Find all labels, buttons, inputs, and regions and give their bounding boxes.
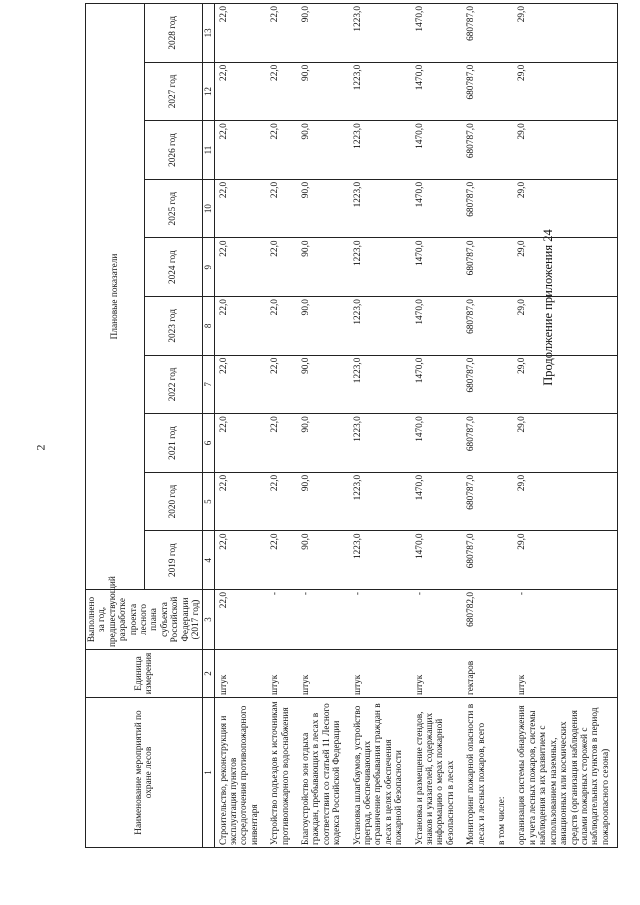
row-name: Мониторинг пожарной опасности в лесах и лесных пожаров, всего [462,698,493,848]
column-index: 12 [203,62,214,121]
row-planned-value: 22,0 [266,472,297,531]
row-planned-value: 29,0 [513,62,617,121]
row-planned-value [493,4,513,63]
header-year: 2026 год [144,121,203,180]
row-planned-value: 1223,0 [349,531,411,590]
header-name: Наименование мероприятий по охране лесов [86,698,203,848]
column-index: 2 [203,650,214,698]
row-unit: штук [513,650,617,698]
row-unit: штук [349,650,411,698]
row-planned-value: 22,0 [266,531,297,590]
row-name: Установка и размещение стендов, знаков и указателей, содержащих информацию о мерах пожарной безопасности в лесах [411,698,463,848]
row-planned-value: 1470,0 [411,355,463,414]
row-planned-value: 22,0 [214,62,266,121]
table-body [214,4,618,848]
header-index-row [203,4,214,848]
row-planned-value: 680787,0 [462,121,493,180]
row-planned-value: 22,0 [266,4,297,63]
row-name: организация системы обнаружения и учета лесных пожаров, системы наблюдения за их развитием с использованием наземных, авиационных или космических средств (организация наблюдения силами пожарных сторожей с наблюдательных пунктов в период пожароопасного сезона) [513,698,617,848]
row-planned-value: 29,0 [513,179,617,238]
row-done-value: - [513,590,617,650]
header-unit: Единица измерения [86,650,203,698]
header-year: 2020 год [144,472,203,531]
row-planned-value: 1223,0 [349,62,411,121]
row-planned-value [493,297,513,356]
page-number: 2 [33,444,48,451]
header-done: Выполнено за год, предшествующий разработке проекта лесного плана субъекта Российской Федерации (2017 год) [86,590,203,650]
row-planned-value: 22,0 [214,179,266,238]
row-planned-value: 1470,0 [411,297,463,356]
row-planned-value: 1470,0 [411,531,463,590]
row-planned-value: 1470,0 [411,62,463,121]
table-row [493,4,513,848]
row-planned-value: 22,0 [214,531,266,590]
row-planned-value: 22,0 [266,62,297,121]
row-planned-value: 90,0 [297,4,349,63]
row-planned-value [493,238,513,297]
row-planned-value: 680787,0 [462,62,493,121]
row-planned-value: 22,0 [214,4,266,63]
row-planned-value [493,179,513,238]
column-index: 13 [203,4,214,63]
row-planned-value: 1223,0 [349,414,411,473]
row-planned-value: 22,0 [214,414,266,473]
row-planned-value: 1223,0 [349,179,411,238]
row-planned-value: 1223,0 [349,121,411,180]
row-done-value: - [411,590,463,650]
row-planned-value [493,121,513,180]
row-planned-value: 22,0 [214,238,266,297]
row-planned-value: 1470,0 [411,4,463,63]
row-planned-value: 1470,0 [411,238,463,297]
row-planned-value: 680787,0 [462,414,493,473]
row-planned-value: 1470,0 [411,472,463,531]
row-planned-value: 29,0 [513,4,617,63]
row-planned-value: 90,0 [297,355,349,414]
header-year: 2023 год [144,297,203,356]
forest-protection-table [85,3,618,848]
row-planned-value: 1223,0 [349,4,411,63]
row-planned-value: 22,0 [214,472,266,531]
row-planned-value: 1470,0 [411,179,463,238]
header-year: 2022 год [144,355,203,414]
table-row [214,4,266,848]
column-index: 7 [203,355,214,414]
header-year: 2027 год [144,62,203,121]
header-year: 2024 год [144,238,203,297]
row-planned-value: 29,0 [513,121,617,180]
row-planned-value [493,414,513,473]
row-name: Устройство подъездов к источникам противопожарного водоснабжения [266,698,297,848]
row-planned-value: 90,0 [297,238,349,297]
row-planned-value: 1223,0 [349,238,411,297]
row-planned-value: 1223,0 [349,472,411,531]
row-planned-value: 90,0 [297,472,349,531]
row-planned-value: 90,0 [297,297,349,356]
row-planned-value: 29,0 [513,297,617,356]
table-row [297,4,349,848]
row-planned-value [493,355,513,414]
column-index: 8 [203,297,214,356]
row-name: в том числе: [493,698,513,848]
row-planned-value: 22,0 [266,179,297,238]
header-row-1 [86,4,145,848]
row-name: Благоустройство зон отдыха граждан, пребывающих в лесах в соответствии со статьей 11 Лесного кодекса Российской Федерации [297,698,349,848]
row-planned-value: 90,0 [297,414,349,473]
row-planned-value: 1470,0 [411,121,463,180]
forest-protection-table-wrap [85,3,611,848]
row-done-value: - [297,590,349,650]
column-index: 11 [203,121,214,180]
row-planned-value: 680787,0 [462,297,493,356]
column-index: 10 [203,179,214,238]
header-year: 2021 год [144,414,203,473]
row-planned-value [493,472,513,531]
column-index: 3 [203,590,214,650]
row-unit: штук [297,650,349,698]
continuation-label: Продолжение приложения 24 [540,229,555,386]
row-name: Строительство, реконструкция и эксплуатация пунктов сосредоточения противопожарного инвентаря [214,698,266,848]
row-unit: гектаров [462,650,493,698]
row-planned-value: 680787,0 [462,355,493,414]
table-row [266,4,297,848]
row-planned-value: 680787,0 [462,531,493,590]
row-planned-value: 29,0 [513,472,617,531]
column-index: 1 [203,698,214,848]
row-done-value: 680782,0 [462,590,493,650]
row-planned-value: 22,0 [266,297,297,356]
row-planned-value: 29,0 [513,414,617,473]
row-unit: штук [266,650,297,698]
header-year: 2019 год [144,531,203,590]
column-index: 9 [203,238,214,297]
row-planned-value: 90,0 [297,62,349,121]
row-planned-value [493,62,513,121]
table-row [411,4,463,848]
row-name: Установка шлагбаумов, устройство преград, обеспечивающих ограничение пребывания граждан в лесах в целях обеспечения пожарной безопасности [349,698,411,848]
row-done-value: - [349,590,411,650]
row-planned-value: 680787,0 [462,4,493,63]
row-planned-value [493,531,513,590]
row-done-value [493,590,513,650]
row-planned-value: 680787,0 [462,179,493,238]
row-unit: штук [411,650,463,698]
row-planned-value: 22,0 [214,121,266,180]
header-year: 2028 год [144,4,203,63]
row-planned-value: 22,0 [266,414,297,473]
row-planned-value: 90,0 [297,531,349,590]
header-planned: Плановые показатели [86,4,145,590]
table-row [462,4,493,848]
row-planned-value: 90,0 [297,121,349,180]
row-planned-value: 90,0 [297,179,349,238]
row-planned-value: 22,0 [266,355,297,414]
row-planned-value: 1223,0 [349,297,411,356]
row-planned-value: 29,0 [513,355,617,414]
row-planned-value: 22,0 [214,297,266,356]
row-planned-value: 22,0 [214,355,266,414]
row-unit [493,650,513,698]
header-year: 2025 год [144,179,203,238]
row-planned-value: 22,0 [266,121,297,180]
column-index: 6 [203,414,214,473]
row-planned-value: 680787,0 [462,238,493,297]
table-row [513,4,617,848]
row-planned-value: 1223,0 [349,355,411,414]
row-planned-value: 1470,0 [411,414,463,473]
row-planned-value: 680787,0 [462,472,493,531]
row-done-value: 22,0 [214,590,266,650]
row-planned-value: 29,0 [513,531,617,590]
row-done-value: - [266,590,297,650]
table-row [349,4,411,848]
row-unit: штук [214,650,266,698]
row-planned-value: 29,0 [513,238,617,297]
column-index: 4 [203,531,214,590]
row-planned-value: 22,0 [266,238,297,297]
column-index: 5 [203,472,214,531]
